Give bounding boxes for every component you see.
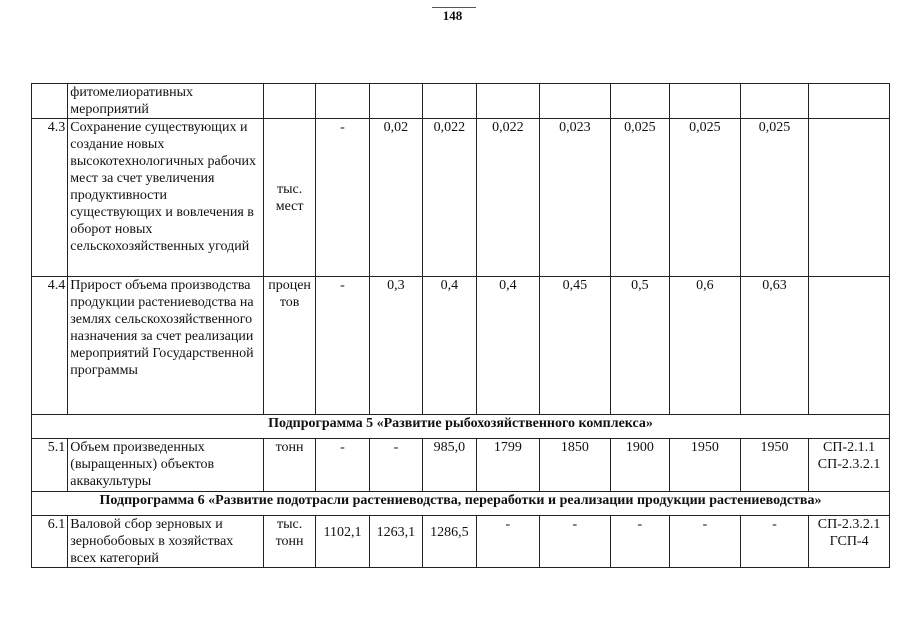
indicator-name: Объем произведенных (выращенных) объектов аквакультуры	[68, 439, 264, 492]
value-cell: 0,022	[423, 119, 476, 277]
value-cell: 0,022	[476, 119, 540, 277]
value-cell	[740, 84, 809, 119]
value-cell: -	[610, 516, 669, 568]
value-cell: -	[316, 119, 369, 277]
value-cell: 1102,1	[316, 516, 369, 568]
value-cell: 0,02	[369, 119, 422, 277]
indicator-name: Валовой сбор зерновых и зернобобовых в хозяйствах всех категорий	[68, 516, 264, 568]
value-cell	[610, 84, 669, 119]
section-header-row	[32, 492, 890, 516]
unit-cell: процен тов	[263, 277, 315, 415]
value-cell: 1850	[540, 439, 611, 492]
indicator-name: Сохранение существующих и создание новых высокотехнологичных рабочих мест за счет увеличения продуктивности существующих и вовлечения в оборот новых сельскохозяйственных угодий	[68, 119, 264, 277]
value-cell: 985,0	[423, 439, 476, 492]
reference-cell: СП-2.1.1 СП-2.3.2.1	[809, 439, 890, 492]
table-row	[32, 439, 890, 492]
section-header-row	[32, 415, 890, 439]
indicator-name: фитомелиоративных мероприятий	[68, 84, 264, 119]
value-cell: 0,025	[610, 119, 669, 277]
reference-cell: СП-2.3.2.1 ГСП-4	[809, 516, 890, 568]
unit-cell: тонн	[263, 439, 315, 492]
value-cell: -	[316, 277, 369, 415]
unit-cell: тыс. мест	[263, 119, 315, 277]
value-cell: 1286,5	[423, 516, 476, 568]
reference-cell	[809, 84, 890, 119]
indicators-table	[31, 83, 890, 568]
unit-cell: тыс. тонн	[263, 516, 315, 568]
row-number	[32, 84, 68, 119]
reference-cell	[809, 277, 890, 415]
row-number: 6.1	[32, 516, 68, 568]
table-row	[32, 119, 890, 277]
value-cell: -	[476, 516, 540, 568]
value-cell	[670, 84, 741, 119]
subprogram-6-title: Подпрограмма 6 «Развитие подотрасли растениеводства, переработки и реализации продукции растениеводства»	[32, 492, 890, 516]
value-cell: 0,4	[476, 277, 540, 415]
value-cell: 0,3	[369, 277, 422, 415]
value-cell: 0,025	[670, 119, 741, 277]
value-cell: 0,63	[740, 277, 809, 415]
indicator-name: Прирост объема производства продукции растениеводства на землях сельскохозяйственного назначения за счет реализации мероприятий Государственной программы	[68, 277, 264, 415]
row-number: 5.1	[32, 439, 68, 492]
unit-cell	[263, 84, 315, 119]
value-cell: -	[369, 439, 422, 492]
value-cell: 0,5	[610, 277, 669, 415]
value-cell: -	[540, 516, 611, 568]
row-number: 4.4	[32, 277, 68, 415]
value-cell: -	[670, 516, 741, 568]
value-cell: -	[740, 516, 809, 568]
value-cell: 0,023	[540, 119, 611, 277]
row-number: 4.3	[32, 119, 68, 277]
value-cell: 0,6	[670, 277, 741, 415]
value-cell	[369, 84, 422, 119]
value-cell: 1950	[670, 439, 741, 492]
value-cell	[423, 84, 476, 119]
value-cell: 0,4	[423, 277, 476, 415]
table-row	[32, 277, 890, 415]
value-cell: 0,45	[540, 277, 611, 415]
value-cell	[476, 84, 540, 119]
value-cell: 1263,1	[369, 516, 422, 568]
value-cell	[316, 84, 369, 119]
table-row	[32, 84, 890, 119]
page-number: 148	[442, 8, 463, 23]
value-cell: 1950	[740, 439, 809, 492]
reference-cell	[809, 119, 890, 277]
value-cell: 0,025	[740, 119, 809, 277]
value-cell: -	[316, 439, 369, 492]
subprogram-5-title: Подпрограмма 5 «Развитие рыбохозяйственного комплекса»	[32, 415, 890, 439]
value-cell: 1799	[476, 439, 540, 492]
value-cell	[540, 84, 611, 119]
value-cell: 1900	[610, 439, 669, 492]
table-row	[32, 516, 890, 568]
